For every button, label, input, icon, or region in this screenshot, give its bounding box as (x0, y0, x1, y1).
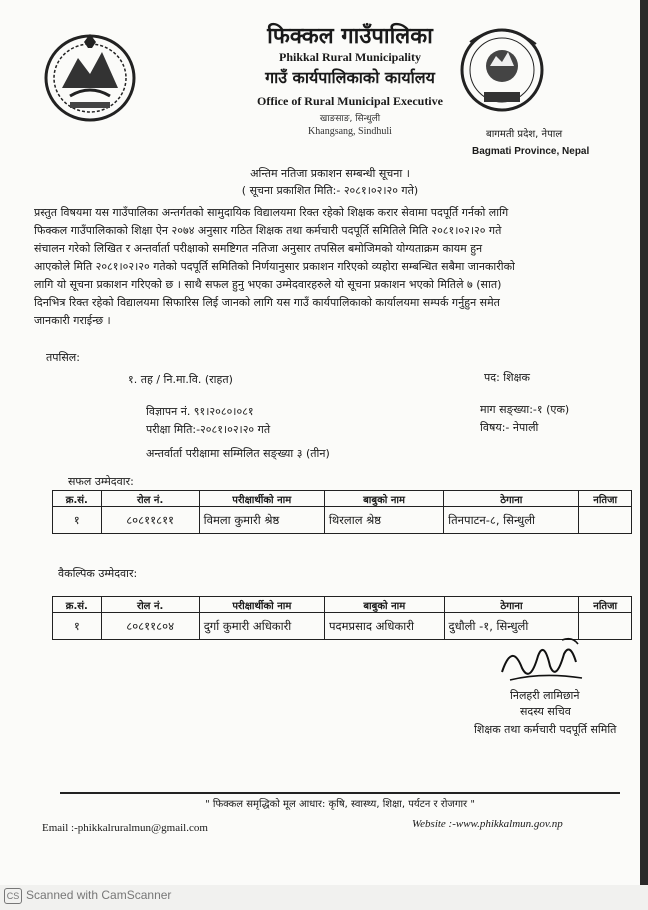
column-header: रोल नं. (101, 597, 199, 613)
candidate-name-cell: दुर्गा कुमारी अधिकारी (199, 613, 324, 640)
notice-body-line: लागि यो सूचना प्रकाशन गरिएको छ । साथै सफल हुनु भएका उम्मेदवारहरुले यो सूचना प्रकाशन भएको मितिले ७ (सात) (34, 278, 502, 291)
column-header: परीक्षार्थीको नाम (199, 597, 324, 613)
column-header: बाबुको नाम (325, 597, 444, 613)
notice-body-line: फिक्कल गाउँपालिकाको शिक्षा ऐन २०७४ अनुसार गठित शिक्षक तथा कर्मचारी पदपूर्ति समितिले मिति २०८१।०२।२० गते (34, 224, 502, 237)
roll-cell: ८०८११८११ (101, 507, 199, 534)
column-header: क्र.सं. (53, 491, 102, 507)
office-title-nepali: गाउँ कार्यपालिकाको कार्यालय (265, 68, 435, 87)
notice-date: ( सूचना प्रकाशित मिति:- २०८१।०२।२० गते) (241, 184, 419, 197)
municipality-title-english: Phikkal Rural Municipality (278, 50, 422, 64)
footer-divider (60, 792, 620, 794)
signatory-committee: शिक्षक तथा कर्मचारी पदपूर्ति समिति (474, 723, 617, 736)
column-header: ठेगाना (444, 491, 579, 507)
post-text: पद: शिक्षक (484, 371, 530, 384)
candidate-name-cell: विमला कुमारी श्रेष्ठ (199, 507, 324, 534)
father-name-cell: थिरलाल श्रेष्ठ (324, 507, 443, 534)
table-header-row (53, 491, 632, 507)
father-name-cell: पदमप्रसाद अधिकारी (325, 613, 444, 640)
level-text: १. तह / नि.मा.वि. (राहत) (128, 373, 233, 386)
table-header-row (53, 597, 632, 613)
camscanner-logo-icon: CS (4, 888, 22, 904)
footer-slogan: " फिक्कल समृद्धिको मूल आधार: कृषि, स्वास्थ्य, शिक्षा, पर्यटन र रोजगार " (205, 799, 475, 810)
address-cell: तिनपाटन-८, सिन्धुली (444, 507, 579, 534)
province-english: Bagmati Province, Nepal (472, 146, 590, 157)
column-header: परीक्षार्थीको नाम (199, 491, 324, 507)
serial-cell: १ (53, 507, 102, 534)
camscanner-watermark (4, 888, 171, 904)
roll-cell: ८०८११८०४ (101, 613, 199, 640)
column-header: नतिजा (579, 491, 632, 507)
tapasil-label: तपसिल: (46, 351, 80, 364)
result-cell (579, 507, 632, 534)
notice-body-line: जानकारी गराईन्छ । (34, 314, 111, 327)
exam-date: परीक्षा मिति:-२०८१।०२।२० गते (146, 423, 271, 436)
notice-body-line: प्रस्तुत विषयमा यस गाउँपालिका अन्तर्गतको सामुदायिक विद्यालयमा रिक्त रहेको शिक्षक करार सेवामा पदपूर्ति गर्नको लागि (34, 206, 509, 219)
column-header: ठेगाना (444, 597, 579, 613)
signatory-name: निलहरी लामिछाने (510, 689, 580, 702)
camscanner-text: Scanned with CamScanner (26, 888, 172, 903)
place-nepali: खाङसाङ, सिन्धुली (319, 114, 381, 124)
column-header: नतिजा (579, 597, 632, 613)
successful-table (52, 490, 632, 534)
office-title-english: Office of Rural Municipal Executive (257, 94, 443, 108)
notice-body-line: आएकोले मिति २०८१।०२।२० गतेको पदपूर्ति समितिको निर्णयानुसार प्रकाशन गरिएको व्यहोरा सम्बन्धित सबैमा जानकारीको (34, 260, 515, 273)
footer-email: Email :-phikkalruralmun@gmail.com (42, 822, 208, 834)
successful-heading: सफल उम्मेदवार: (68, 475, 134, 488)
subject-text: विषय:- नेपाली (480, 421, 539, 434)
alternate-heading: वैकल्पिक उम्मेदवार: (58, 567, 138, 580)
municipality-title-nepali: फिक्कल गाउँपालिका (267, 24, 433, 49)
signatory-role: सदस्य सचिव (520, 705, 571, 718)
serial-cell: १ (53, 613, 102, 640)
nepal-emblem-icon (40, 28, 140, 124)
column-header: क्र.सं. (53, 597, 102, 613)
column-header: रोल नं. (101, 491, 199, 507)
address-cell: दुधौली -१, सिन्धुली (444, 613, 579, 640)
notice-body-line: दिनभित्र रिक्त रहेको विद्यालयमा सिफारिस लिई जानको लागि यस गाउँ कार्यपालिकाको कार्यालयमा सम्पर्क गर्नुहुन समेत (34, 296, 500, 309)
column-header: बाबुको नाम (324, 491, 443, 507)
notice-body-line: संचालन गरेको लिखित र अन्तर्वार्ता परीक्षाको समष्टिगत नतिजा अनुसार तपसिल बमोजिमको योग्यताक्रम कायम हुन (34, 242, 483, 255)
notice-title: अन्तिम नतिजा प्रकाशन सम्बन्धी सूचना । (250, 167, 410, 180)
province-nepali: बागमती प्रदेश, नेपाल (486, 129, 563, 140)
footer-website: Website :-www.phikkalmun.gov.np (412, 818, 563, 830)
demand-count: माग सङ्ख्या:-१ (एक) (480, 403, 570, 416)
table-row (53, 507, 632, 534)
advert-number: विज्ञापन नं. ९१।२०८०।०८१ (146, 405, 254, 418)
signature-image (492, 632, 592, 690)
place-english: Khangsang, Sindhuli (308, 126, 392, 137)
interview-count: अन्तर्वार्ता परीक्षामा सम्मिलित सङ्ख्या ३ (तीन) (146, 447, 330, 460)
scan-edge (640, 0, 648, 885)
